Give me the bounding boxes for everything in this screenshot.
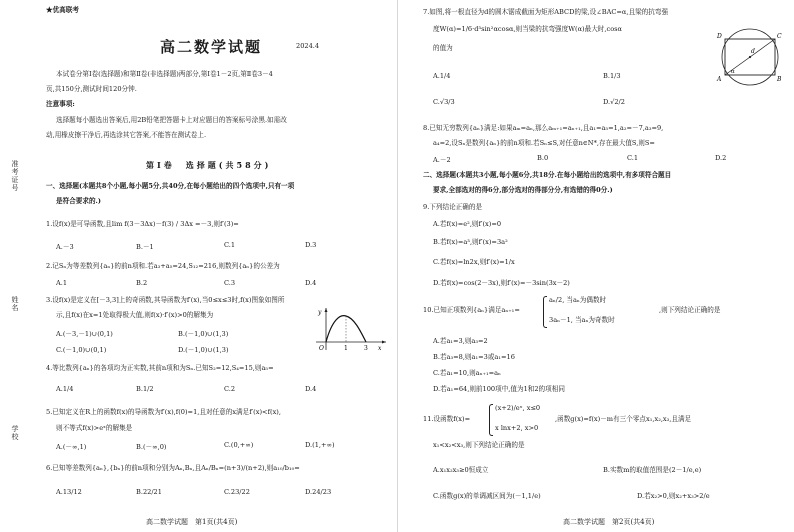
question-10-option-b: B.若a₃=8,则a₁=3或a₁=16 <box>433 353 515 361</box>
question-6-stem: 6.已知等差数列{aₙ},{bₙ}的前n项和分别为Aₙ,Bₙ,且Aₙ/Bₙ=(n+3)/(n+2),则a₁₀/b₁₀= <box>46 464 300 472</box>
question-11-case: (x+2)/eˣ, x≤0 <box>495 404 541 412</box>
question-7-figure <box>711 26 789 88</box>
intro-line: 页,共150分,测试时间120分钟. <box>46 85 137 93</box>
right-page <box>397 0 794 532</box>
sidebar-school-label: 学校 <box>11 425 19 441</box>
point-a-label: A <box>717 76 722 83</box>
question-8-stem: 8.已知无穷数列{aₙ}满足:如果aₘ=aₙ,那么aₘ₊₁=aₙ₊₁,且a₁=a₅=1,a₂=－7,a₃=9, <box>423 124 664 132</box>
question-6-option-d: D.24/23 <box>305 488 332 496</box>
page-title: 高二数学试题 <box>160 38 263 56</box>
section-heading: 第Ⅰ卷 选择题(共58分) <box>146 160 272 170</box>
graph-tick-label: 3 <box>364 345 368 352</box>
question-7-option-b: B.1/3 <box>603 72 621 80</box>
page-footer: 高二数学试题 第1页(共4页) <box>146 518 238 526</box>
question-8-option-a: A.－2 <box>433 156 451 164</box>
question-6-option-a: A.13/12 <box>56 488 82 496</box>
question-5-option-a: A.(－∞,1) <box>56 443 87 451</box>
question-5-stem: 5.已知定义在R上的函数f(x)的导函数为f′(x),f(0)=1,且对任意的x满足f′(x)<f(x), <box>46 408 281 416</box>
part-two-heading: 要求,全部选对的得6分,部分选对的得部分分,有选错的得0分.) <box>433 186 613 194</box>
graph-y-label: y <box>318 309 322 316</box>
question-9-option-b: B.若f(x)=a³,则f′(x)=3a² <box>433 238 508 246</box>
question-9-stem: 9.下列结论正确的是 <box>423 203 483 211</box>
binding-margin <box>6 0 24 532</box>
question-4-option-d: D.4 <box>305 385 317 393</box>
question-8-option-b: B.0 <box>537 154 549 162</box>
question-2-option-a: A.1 <box>56 279 68 287</box>
question-10-option-d: D.若a₁=64,则前100项中,值为1和2的项相同 <box>433 385 565 393</box>
question-3-option-b: B.(－1,0)∪(1,3) <box>178 330 229 338</box>
part-two-heading: 二、选择题(本题共3小题,每小题6分,共18分.在每小题给出的选项中,有多项符合题目 <box>423 171 672 179</box>
question-11-stem: 11.设函数f(x)= <box>423 415 471 423</box>
graph-x-label: x <box>378 345 382 352</box>
question-3-option-a: A.(－3,－1)∪(0,1) <box>56 330 113 338</box>
question-4-option-b: B.1/2 <box>136 385 154 393</box>
piecewise-brace <box>489 404 493 436</box>
notice-line: 动,用橡皮擦干净后,再选涂其它答案,不能答在测试卷上. <box>46 131 207 139</box>
question-10-stem: 10.已知正项数列{aₙ}满足aₙ₊₁= <box>423 306 520 314</box>
notice-title: 注意事项: <box>46 100 75 108</box>
question-11-option-b: B.实数m的取值范围是(2－1/e,e) <box>603 466 702 474</box>
diameter-label: d <box>751 48 755 55</box>
question-2-option-d: D.4 <box>305 279 317 287</box>
question-8-option-c: C.1 <box>627 154 639 162</box>
point-c-label: C <box>777 33 782 40</box>
question-4-option-a: A.1/4 <box>56 385 74 393</box>
question-5-option-d: D.(1,+∞) <box>305 441 335 449</box>
question-5-stem: 则不等式f(x)>eˣ的解集是 <box>56 424 133 432</box>
question-2-stem: 2.记Sₙ为等差数列{aₙ}的前n项和.若a₃+a₅=24,S₁₂=216,则数列{aₙ}的公差为 <box>46 262 280 270</box>
question-2-option-c: C.3 <box>224 279 236 287</box>
question-6-option-c: C.23/22 <box>224 488 250 496</box>
question-10-case: aₙ/2, 当aₙ为偶数时 <box>549 296 607 304</box>
question-11-option-c: C.函数g(x)的单调减区间为(－1,1/e) <box>433 492 541 500</box>
question-4-stem: 4.等比数列{aₙ}的各项均为正实数,其前n项和为Sₙ.已知S₂=12,S₄=15,则a₅= <box>46 364 274 372</box>
question-4-option-c: C.2 <box>224 385 236 393</box>
question-11-option-a: A.x₁x₂x₃≥0恒成立 <box>433 466 489 474</box>
point-d-label: D <box>717 33 722 40</box>
question-11-option-d: D.若x₂>0,则x₂+x₃>2/e <box>637 492 710 500</box>
question-11-case: x lnx+2, x>0 <box>495 424 539 432</box>
sidebar-exam-id-label: 准考证号 <box>11 160 19 192</box>
question-3-stem: 示,且f(x)在x=1处取得极大值,则f(x)·f′(x)>0的解集为 <box>56 311 214 319</box>
question-7-stem: 7.如图,将一根直径为d的圆木锯成截面为矩形ABCD的梁,设∠BAC=α,且梁的抗弯强 <box>423 8 669 16</box>
question-11-stem-tail: ,函数g(x)=f(x)－m有三个零点x₁,x₂,x₃,且满足 <box>555 415 692 423</box>
question-5-option-b: B.(－∞,0) <box>136 443 167 451</box>
question-1-option-b: B.－1 <box>136 243 154 251</box>
point-b-label: B <box>777 76 782 83</box>
question-7-stem: 度W(α)=1/6·d³sin²αcosα,则当梁的抗弯强度W(α)最大时,cosα <box>433 25 622 33</box>
exam-date: 2024.4 <box>296 42 320 50</box>
graph-origin-label: O <box>319 345 324 352</box>
question-9-option-a: A.若f(x)=e²,则f′(x)=0 <box>433 220 502 228</box>
question-2-option-b: B.2 <box>136 279 148 287</box>
question-3-option-d: D.(－1,0)∪(1,3) <box>178 346 229 354</box>
graph-tick-label: 1 <box>344 345 348 352</box>
question-8-stem: a₄=2,设Sₙ是数列{aₙ}的前n项和.若Sₙ≤S,对任意n∈N*,存在最大值S,则S= <box>433 139 655 147</box>
question-9-option-d: D.若f(x)=cos(2－3x),则f′(x)=－3sin(3x－2) <box>433 279 570 287</box>
question-10-stem-tail: ,则下列结论正确的是 <box>659 306 721 314</box>
question-10-option-a: A.若a₁=3,则a₃=2 <box>433 337 488 345</box>
question-10-case: 3aₙ－1, 当aₙ为奇数时 <box>549 316 615 324</box>
exam-badge: ★优高联考 <box>46 6 79 14</box>
page-footer: 高二数学试题 第2页(共4页) <box>563 518 655 526</box>
part-one-heading: 一、选择题(本题共8个小题,每小题5分,共40分,在每小题给出的四个选项中,只有一项 <box>46 182 295 190</box>
question-3-graph <box>312 306 390 352</box>
question-9-option-c: C.若f(x)=ln2x,则f′(x)=1/x <box>433 258 515 266</box>
notice-line: 选择题每小题选出答案后,用2B铅笔把答题卡上对应题目的答案标号涂黑.如需改 <box>56 116 287 124</box>
question-3-option-c: C.(－1,0)∪(0,1) <box>56 346 107 354</box>
question-10-option-c: C.若a₁=10,则aₙ₊₁=aₙ <box>433 369 501 377</box>
angle-alpha-label: α <box>731 69 735 75</box>
question-6-option-b: B.22/21 <box>136 488 162 496</box>
question-1-option-a: A.－3 <box>56 243 74 251</box>
question-1-option-d: D.3 <box>305 241 317 249</box>
piecewise-brace <box>543 296 547 328</box>
question-7-stem: 的值为 <box>433 44 453 52</box>
question-8-option-d: D.2 <box>715 154 727 162</box>
question-11-stem: x₁<x₂<x₃,则下列结论正确的是 <box>433 441 525 449</box>
part-one-heading: 是符合要求的.) <box>56 197 101 205</box>
question-7-option-c: C.√3/3 <box>433 98 455 106</box>
sidebar-name-label: 姓名 <box>11 296 19 312</box>
intro-line: 本试卷分第Ⅰ卷(选择题)和第Ⅱ卷(非选择题)两部分,第Ⅰ卷1－2页,第Ⅱ卷3－4 <box>56 70 273 78</box>
question-1-option-c: C.1 <box>224 241 236 249</box>
question-5-option-c: C.(0,+∞) <box>224 441 254 449</box>
question-1-stem: 1.设f(x)是可导函数,且lim f(3－3Δx)－f(3) / 3Δx =－3,则f′(3)= <box>46 220 239 228</box>
question-7-option-a: A.1/4 <box>433 72 451 80</box>
question-3-stem: 3.设f(x)是定义在[－3,3]上的奇函数,其导函数为f′(x),当0≤x≤3时,f(x)图象如图所 <box>46 296 285 304</box>
question-7-option-d: D.√2/2 <box>603 98 625 106</box>
